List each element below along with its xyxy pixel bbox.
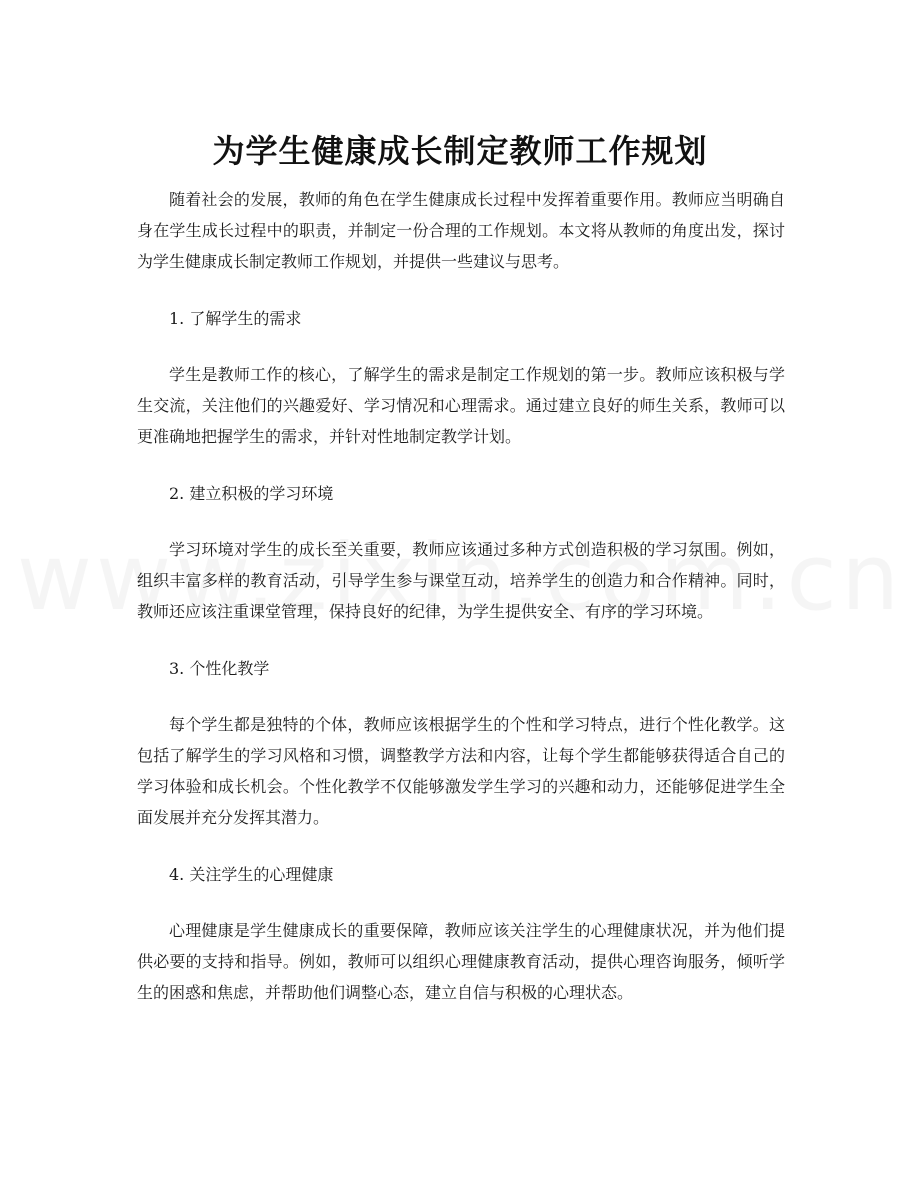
- section-heading-4: 4. 关注学生的心理健康: [169, 865, 334, 884]
- document-body: [137, 184, 785, 1008]
- intro-paragraph: 随着社会的发展，教师的角色在学生健康成长过程中发挥着重要作用。教师应当明确自身在学生成长过程中的职责，并制定一份合理的工作规划。本文将从教师的角度出发，探讨为学生健康成长制定教师工作规划，并提供一些建议与思考。: [137, 190, 785, 271]
- page-title: 为学生健康成长制定教师工作规划: [212, 132, 708, 171]
- section-heading-2: 2. 建立积极的学习环境: [169, 484, 334, 503]
- section-paragraph-2: 学习环境对学生的成长至关重要，教师应该通过多种方式创造积极的学习氛围。例如，组织丰富多样的教育活动，引导学生参与课堂互动，培养学生的创造力和合作精神。同时，教师还应该注重课堂管理，保持良好的纪律，为学生提供安全、有序的学习环境。: [137, 540, 785, 621]
- section-paragraph-3: 每个学生都是独特的个体，教师应该根据学生的个性和学习特点，进行个性化教学。这包括了解学生的学习风格和习惯，调整教学方法和内容，让每个学生都能够获得适合自己的学习体验和成长机会。个性化教学不仅能够激发学生学习的兴趣和动力，还能够促进学生全面发展并充分发挥其潜力。: [137, 715, 785, 827]
- section-paragraph-1: 学生是教师工作的核心，了解学生的需求是制定工作规划的第一步。教师应该积极与学生交流，关注他们的兴趣爱好、学习情况和心理需求。通过建立良好的师生关系，教师可以更准确地把握学生的需求，并针对性地制定教学计划。: [137, 365, 785, 446]
- section-heading-3: 3. 个性化教学: [169, 659, 270, 678]
- section-heading-1: 1. 了解学生的需求: [169, 309, 302, 328]
- section-paragraph-4: 心理健康是学生健康成长的重要保障，教师应该关注学生的心理健康状况，并为他们提供必要的支持和指导。例如，教师可以组织心理健康教育活动，提供心理咨询服务，倾听学生的困惑和焦虑，并帮助他们调整心态，建立自信与积极的心理状态。: [137, 921, 785, 1002]
